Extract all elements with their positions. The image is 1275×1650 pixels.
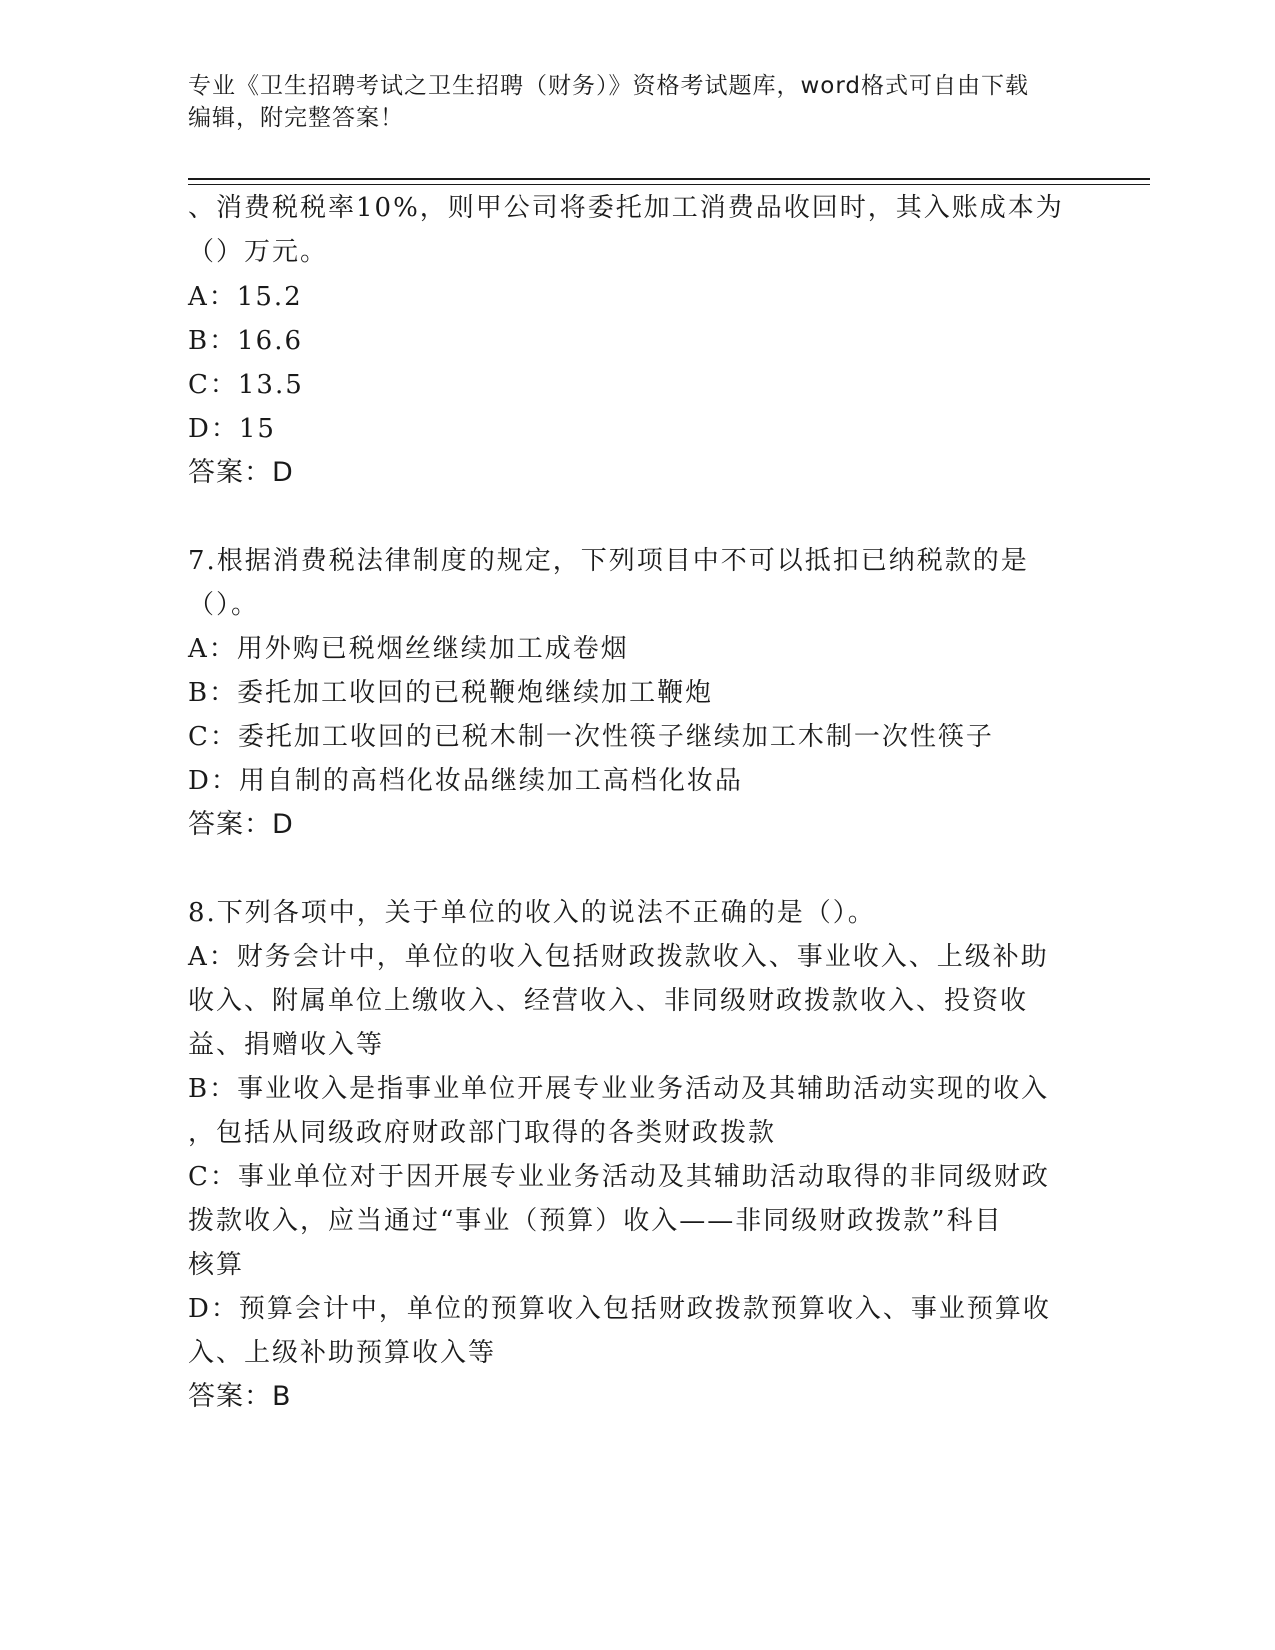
q7-stem-line-1: 7.根据消费税法律制度的规定，下列项目中不可以抵扣已纳税款的是 — [188, 546, 1029, 576]
q6-stem-line-1: 、消费税税率10%，则甲公司将委托加工消费品收回时，其入账成本为 — [188, 193, 1064, 223]
q8-option-d-line-1: D：预算会计中，单位的预算收入包括财政拨款预算收入、事业预算收 — [188, 1294, 1051, 1324]
q7-option-c: C：委托加工收回的已税木制一次性筷子继续加工木制一次性筷子 — [188, 722, 994, 752]
q8-option-d-line-2: 入、上级补助预算收入等 — [188, 1338, 497, 1368]
q8-option-b-line-1: B：事业收入是指事业单位开展专业业务活动及其辅助活动实现的收入 — [188, 1074, 1050, 1104]
q6-option-b: B：16.6 — [188, 326, 303, 356]
q7-option-d: D：用自制的高档化妆品继续加工高档化妆品 — [188, 766, 743, 796]
q8-option-c-line-3: 核算 — [188, 1250, 245, 1280]
q8-option-a-line-2: 收入、附属单位上缴收入、经营收入、非同级财政拨款收入、投资收 — [188, 986, 1029, 1016]
header-rule — [188, 178, 1150, 180]
header-rule-thin — [188, 184, 1150, 185]
q7-option-a: A：用外购已税烟丝继续加工成卷烟 — [188, 634, 629, 664]
q8-stem: 8.下列各项中，关于单位的收入的说法不正确的是（）。 — [188, 898, 876, 928]
q6-option-a: A：15.2 — [188, 282, 303, 312]
q8-answer: 答案：B — [188, 1381, 292, 1412]
q8-option-a-line-1: A：财务会计中，单位的收入包括财政拨款收入、事业收入、上级补助 — [188, 942, 1049, 972]
q8-option-b-line-2: ，包括从同级政府财政部门取得的各类财政拨款 — [188, 1118, 777, 1148]
q6-option-c: C：13.5 — [188, 370, 304, 400]
q6-answer: 答案：D — [188, 457, 294, 488]
q8-option-c-line-2: 拨款收入，应当通过“事业（预算）收入——非同级财政拨款”科目 — [188, 1206, 1003, 1236]
q7-stem-line-2: （）。 — [188, 590, 260, 620]
q6-option-d: D：15 — [188, 414, 276, 444]
q7-answer: 答案：D — [188, 809, 294, 840]
header-line-1: 专业《卫生招聘考试之卫生招聘（财务）》资格考试题库，word格式可自由下载 — [188, 73, 1030, 99]
q8-option-a-line-3: 益、捐赠收入等 — [188, 1030, 385, 1060]
q7-option-b: B：委托加工收回的已税鞭炮继续加工鞭炮 — [188, 678, 714, 708]
q8-option-c-line-1: C：事业单位对于因开展专业业务活动及其辅助活动取得的非同级财政 — [188, 1162, 1050, 1192]
page-header — [188, 70, 1088, 134]
q6-stem-line-2: （）万元。 — [188, 237, 329, 267]
header-line-2: 编辑，附完整答案！ — [188, 105, 404, 131]
